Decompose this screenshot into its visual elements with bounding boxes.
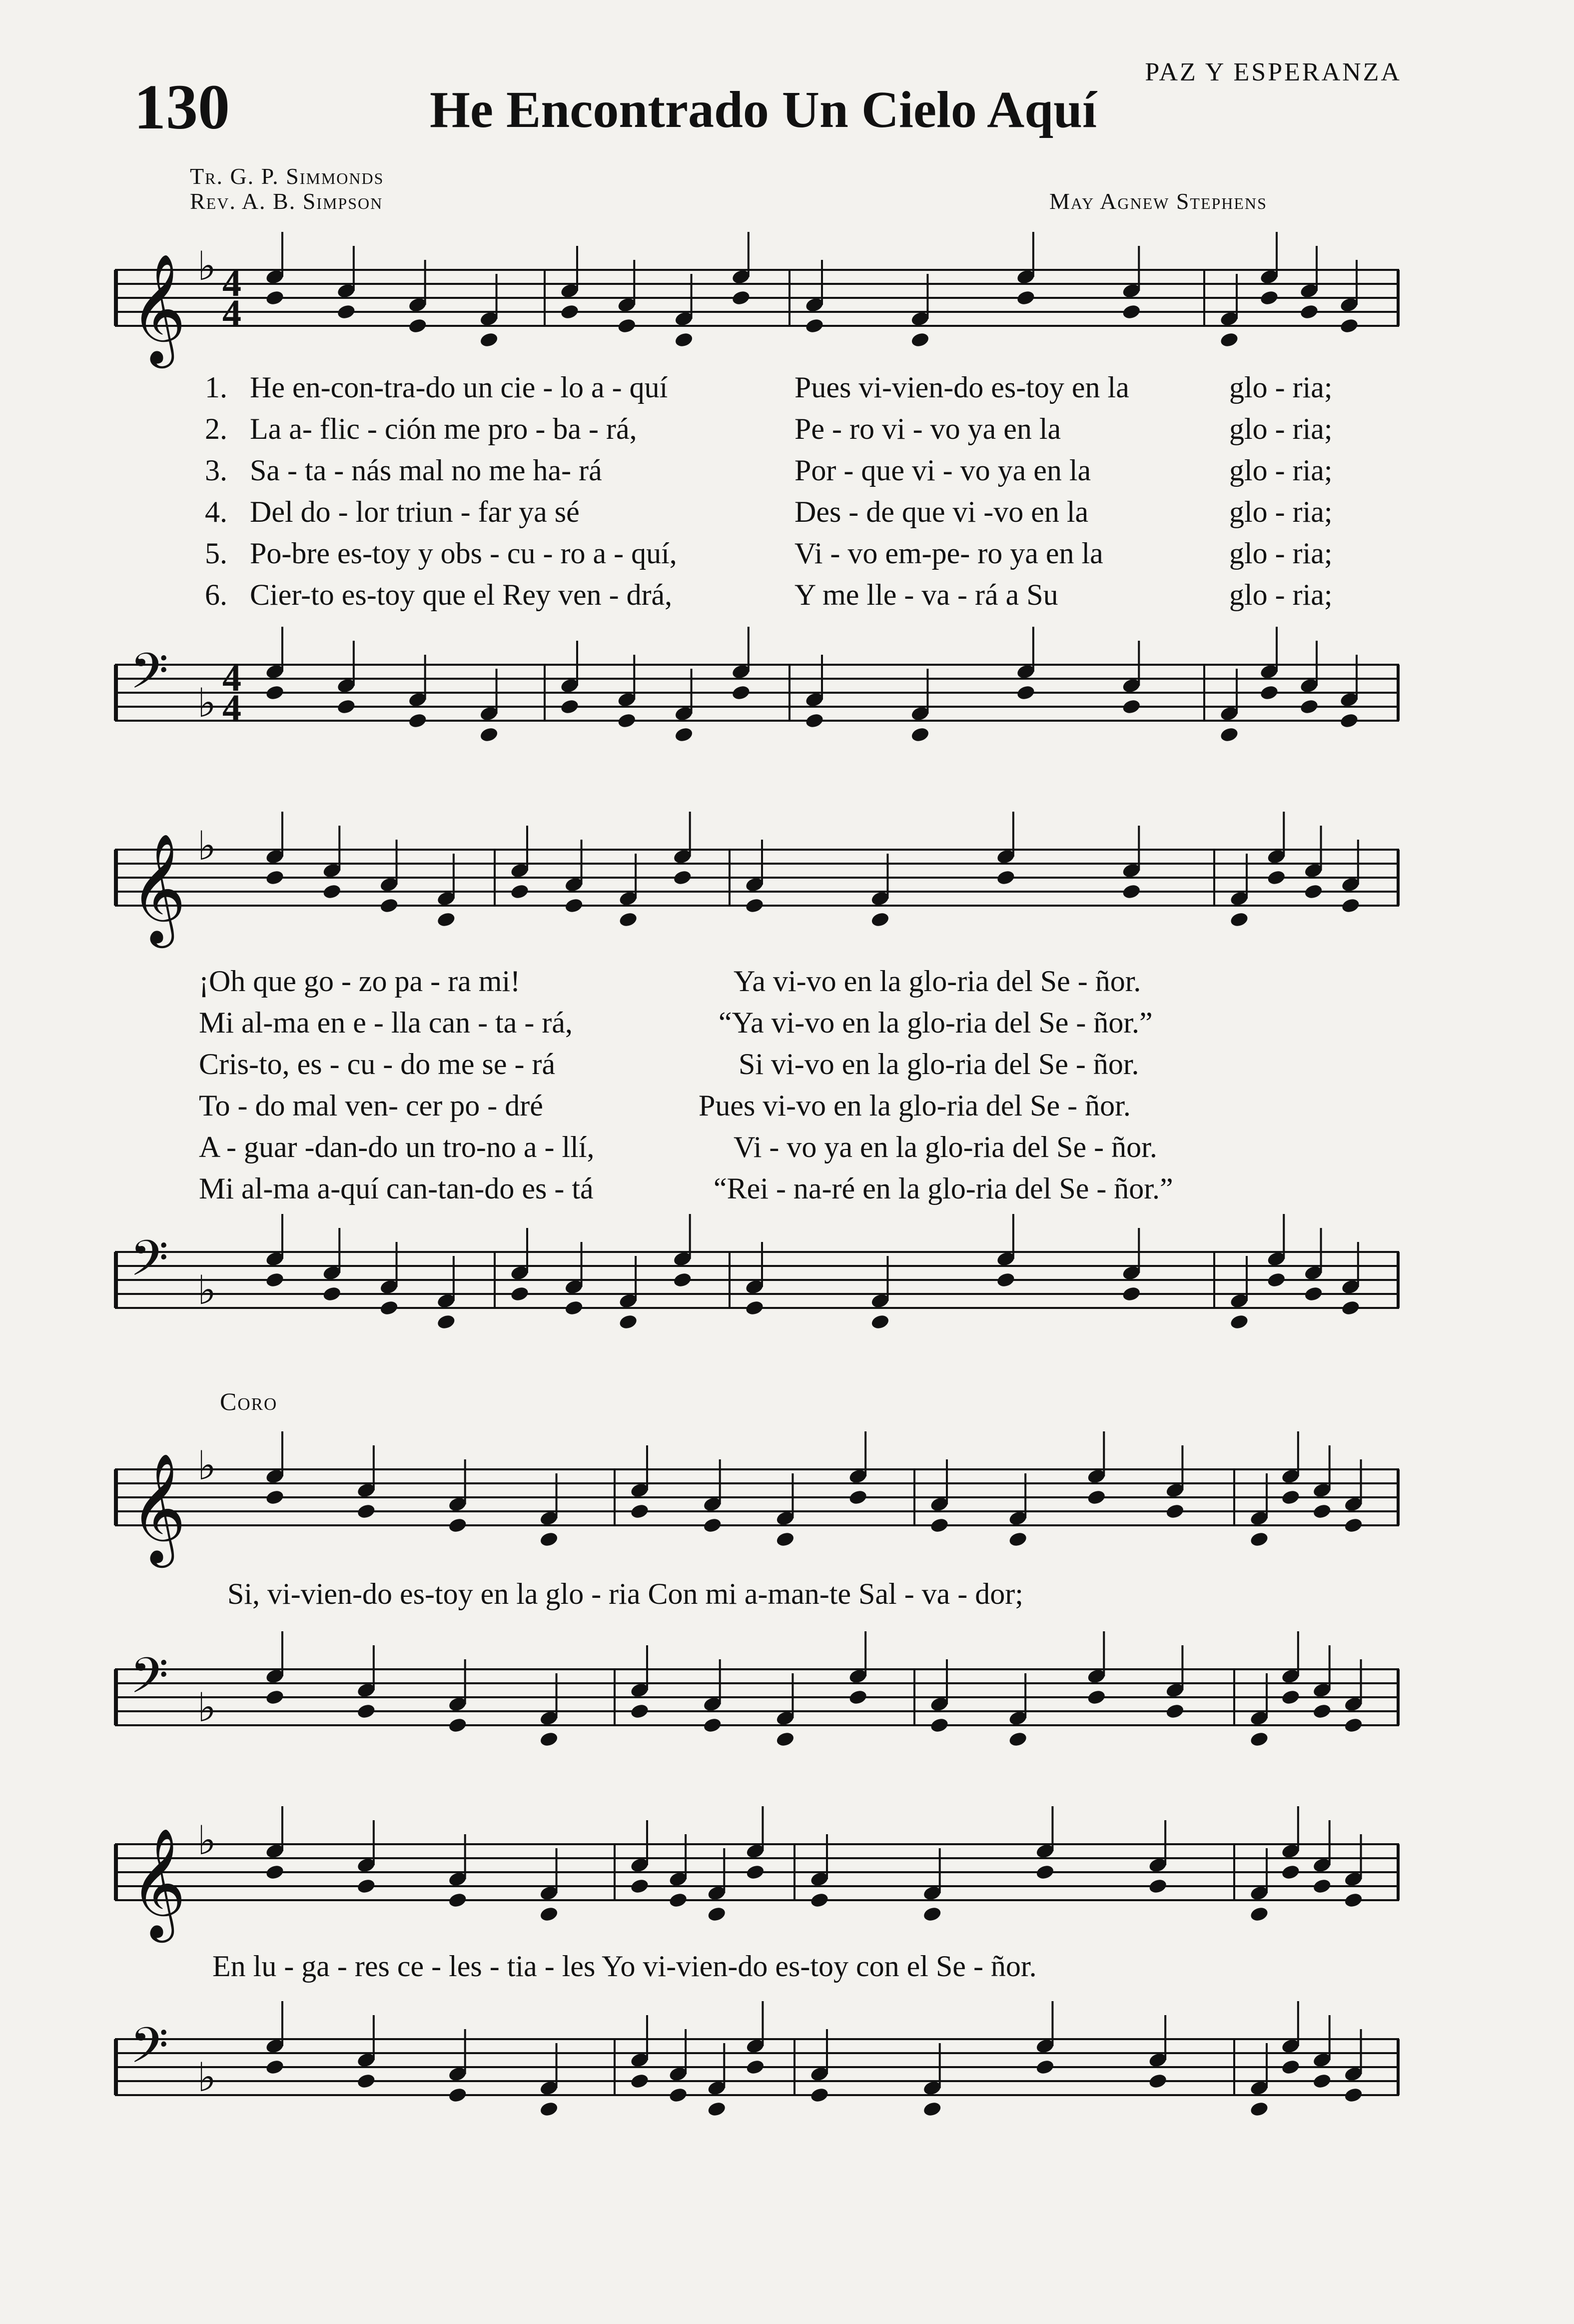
notehead: [265, 1689, 285, 1706]
notehead: [707, 2101, 727, 2118]
treble-staff-2-svg: [115, 820, 1399, 950]
key-signature-flat: ♭: [197, 1267, 216, 1313]
verse-text-c: glo - ria;: [1229, 454, 1333, 487]
treble-clef: 𝄞: [130, 833, 186, 943]
verse-text-c: glo - ria;: [1229, 371, 1333, 404]
notehead: [1312, 2073, 1332, 2090]
notehead: [1086, 1489, 1106, 1506]
verse-text-a: He en-con-tra-do un cie - lo a - quí: [250, 371, 668, 404]
author-credit: Rev. A. B. Simpson: [190, 188, 383, 214]
notehead: [848, 1489, 868, 1506]
bass-clef: 𝄢: [130, 2017, 169, 2087]
verse-text-a: La a- flic - ción me pro - ba - rá,: [250, 412, 637, 445]
category-label: PAZ Y ESPERANZA: [1145, 58, 1402, 86]
chorus-treble-2-svg: [115, 1814, 1399, 1944]
verse-number: 1.: [205, 371, 227, 404]
bass-clef: 𝄢: [130, 1230, 169, 1299]
notehead: [265, 2059, 285, 2076]
notehead: [322, 883, 342, 900]
notehead: [408, 317, 428, 334]
notehead: [703, 1717, 723, 1734]
notehead: [775, 1731, 795, 1748]
system-2-bass-staff: [115, 1222, 1399, 1352]
verse-text-e: “Ya vi-vo en la glo-ria del Se - ñor.”: [719, 1006, 1153, 1039]
verse-text-c: glo - ria;: [1229, 495, 1333, 528]
verse-text-d: Cris-to, es - cu - do me se - rá: [199, 1048, 556, 1081]
verse-text-c: glo - ria;: [1229, 412, 1333, 445]
notehead: [1229, 911, 1249, 928]
notehead: [745, 1864, 765, 1881]
verse-number: 2.: [205, 412, 227, 445]
notehead: [630, 1703, 650, 1720]
verse-text-e: Si vi-vo en la glo-ria del Se - ñor.: [739, 1048, 1139, 1081]
notehead: [673, 1271, 693, 1288]
notehead: [1249, 1531, 1269, 1548]
notehead: [674, 726, 694, 743]
notehead: [1312, 1878, 1332, 1895]
key-signature-flat: ♭: [197, 823, 216, 869]
notehead: [510, 883, 530, 900]
bass-staff-1-svg: [115, 635, 1399, 765]
treble-clef: 𝄞: [130, 253, 186, 363]
system-1-bass-staff: [115, 635, 1399, 765]
notehead: [1249, 2101, 1269, 2118]
notehead: [510, 1285, 530, 1302]
verse-text-d: Mi al-ma en e - lla can - ta - rá,: [199, 1006, 573, 1039]
notehead: [668, 1892, 688, 1909]
notehead: [1008, 1531, 1028, 1548]
notehead: [870, 911, 890, 928]
verse-text-d: A - guar -dan-do un tro-no a - llí,: [199, 1131, 595, 1163]
verse-text-e: Ya vi-vo en la glo-ria del Se - ñor.: [734, 965, 1141, 998]
notehead: [1121, 698, 1141, 715]
notehead: [922, 2101, 942, 2118]
notehead: [479, 726, 499, 743]
notehead: [1229, 1313, 1249, 1330]
key-signature-flat: ♭: [197, 243, 216, 289]
notehead: [1165, 1503, 1185, 1520]
notehead: [1281, 1689, 1301, 1706]
notehead: [922, 1906, 942, 1923]
notehead: [356, 1878, 376, 1895]
chorus-treble-staff-2: [115, 1814, 1399, 1944]
composer-credit: May Agnew Stephens: [1049, 188, 1267, 214]
treble-clef: 𝄞: [130, 1452, 186, 1563]
notehead: [1086, 1689, 1106, 1706]
notehead: [1266, 1271, 1286, 1288]
notehead: [617, 712, 637, 729]
key-signature-flat: ♭: [197, 1684, 216, 1731]
chorus-bass-staff-2: [115, 2009, 1399, 2139]
notehead: [1035, 2059, 1055, 2076]
notehead: [870, 1313, 890, 1330]
treble-staff-1-svg: [115, 240, 1399, 370]
notehead: [1219, 726, 1239, 743]
notehead: [668, 2087, 688, 2104]
notehead: [1303, 883, 1323, 900]
verse-text-e: “Rei - na-ré en la glo-ria del Se - ñor.”: [714, 1172, 1173, 1205]
verse-text-a: Sa - ta - nás mal no me ha- rá: [250, 454, 602, 487]
notehead: [1249, 1731, 1269, 1748]
notehead: [630, 1878, 650, 1895]
notehead: [1299, 698, 1319, 715]
notehead: [265, 1271, 285, 1288]
verse-text-b: Vi - vo em-pe- ro ya en la: [794, 537, 1103, 570]
notehead: [436, 911, 456, 928]
verse-text-b: Por - que vi - vo ya en la: [794, 454, 1091, 487]
notehead: [1281, 2059, 1301, 2076]
notehead: [910, 726, 930, 743]
treble-clef: 𝄞: [130, 1827, 186, 1938]
notehead: [1281, 1864, 1301, 1881]
notehead: [539, 1906, 559, 1923]
verse-text-d: To - do mal ven- cer po - dré: [199, 1089, 543, 1122]
verse-text-e: Pues vi-vo en la glo-ria del Se - ñor.: [699, 1089, 1131, 1122]
notehead: [356, 1503, 376, 1520]
notehead: [673, 869, 693, 886]
notehead: [436, 1313, 456, 1330]
notehead: [809, 1892, 829, 1909]
notehead: [775, 1531, 795, 1548]
verse-text-b: Y me lle - va - rá a Su: [794, 578, 1058, 611]
bass-clef: 𝄢: [130, 1647, 169, 1717]
notehead: [1249, 1906, 1269, 1923]
notehead: [1341, 1299, 1361, 1316]
notehead: [617, 317, 637, 334]
notehead: [1259, 289, 1279, 306]
key-signature-flat: ♭: [197, 1817, 216, 1864]
notehead: [479, 331, 499, 348]
hymn-number: 130: [134, 71, 230, 142]
notehead: [379, 1299, 399, 1316]
notehead: [707, 1906, 727, 1923]
chorus-treble-staff-1: [115, 1439, 1399, 1569]
chorus-lyric-1: Si, vi-vien-do es-toy en la glo - ria Con mi a-man-te Sal - va - dor;: [227, 1577, 1023, 1610]
notehead: [1148, 2073, 1168, 2090]
key-signature-flat: ♭: [197, 1442, 216, 1489]
notehead: [674, 331, 694, 348]
notehead: [630, 1503, 650, 1520]
chorus-bass-staff-1: [115, 1639, 1399, 1769]
verse-text-b: Pe - ro vi - vo ya en la: [794, 412, 1061, 445]
notehead: [618, 911, 638, 928]
notehead: [322, 1285, 342, 1302]
verse-number: 4.: [205, 495, 227, 528]
notehead: [336, 303, 356, 320]
chorus-treble-1-svg: [115, 1439, 1399, 1569]
time-signature-top: 4: [222, 657, 241, 699]
notehead: [996, 1271, 1016, 1288]
time-signature-bottom: 4: [222, 687, 241, 729]
notehead: [1016, 289, 1036, 306]
notehead: [448, 1717, 468, 1734]
notehead: [1343, 1892, 1363, 1909]
notehead: [408, 712, 428, 729]
notehead: [618, 1313, 638, 1330]
key-signature-flat: ♭: [197, 2054, 216, 2101]
notehead: [560, 303, 580, 320]
verse-text-d: ¡Oh que go - zo pa - ra mi!: [199, 965, 521, 998]
hymn-title: He Encontrado Un Cielo Aquí: [430, 81, 1097, 138]
notehead: [448, 1517, 468, 1534]
verse-text-b: Des - de que vi -vo en la: [794, 495, 1089, 528]
verse-number: 6.: [205, 578, 227, 611]
notehead: [1008, 1731, 1028, 1748]
notehead: [265, 684, 285, 701]
notehead: [1299, 303, 1319, 320]
verse-text-e: Vi - vo ya en la glo-ria del Se - ñor.: [734, 1131, 1157, 1163]
system-2-treble-staff: [115, 820, 1399, 950]
notehead: [1312, 1703, 1332, 1720]
chorus-lyric-2: En lu - ga - res ce - les - tia - les Yo vi-vien-do es-toy con el Se - ñor.: [212, 1950, 1037, 1983]
notehead: [1339, 317, 1359, 334]
notehead: [1266, 869, 1286, 886]
notehead: [1341, 897, 1361, 914]
notehead: [848, 1689, 868, 1706]
chorus-bass-1-svg: [115, 1639, 1399, 1769]
notehead: [745, 897, 765, 914]
notehead: [1121, 883, 1141, 900]
chorus-label: Coro: [220, 1387, 278, 1415]
notehead: [539, 2101, 559, 2118]
notehead: [1343, 2087, 1363, 2104]
notehead: [1121, 303, 1141, 320]
notehead: [745, 1299, 765, 1316]
notehead: [745, 2059, 765, 2076]
notehead: [336, 698, 356, 715]
notehead: [448, 1892, 468, 1909]
notehead: [564, 897, 584, 914]
notehead: [1343, 1717, 1363, 1734]
notehead: [1303, 1285, 1323, 1302]
notehead: [804, 712, 824, 729]
verse-text-c: glo - ria;: [1229, 537, 1333, 570]
notehead: [731, 289, 751, 306]
notehead: [265, 869, 285, 886]
notehead: [1343, 1517, 1363, 1534]
notehead: [379, 897, 399, 914]
verse-text-c: glo - ria;: [1229, 578, 1333, 611]
notehead: [731, 684, 751, 701]
verse-text-a: Cier-to es-toy que el Rey ven - drá,: [250, 578, 673, 611]
notehead: [265, 289, 285, 306]
notehead: [265, 1864, 285, 1881]
notehead: [265, 1489, 285, 1506]
notehead: [809, 2087, 829, 2104]
notehead: [356, 1703, 376, 1720]
notehead: [564, 1299, 584, 1316]
notehead: [804, 317, 824, 334]
notehead: [539, 1531, 559, 1548]
notehead: [1281, 1489, 1301, 1506]
notehead: [1339, 712, 1359, 729]
verse-text-d: Mi al-ma a-quí can-tan-do es - tá: [199, 1172, 594, 1205]
time-signature-top: 4: [222, 262, 241, 304]
key-signature-flat: ♭: [197, 680, 216, 726]
notehead: [929, 1517, 949, 1534]
verse-text-b: Pues vi-vien-do es-toy en la: [794, 371, 1129, 404]
notehead: [1312, 1503, 1332, 1520]
notehead: [1016, 684, 1036, 701]
notehead: [703, 1517, 723, 1534]
system-1-treble-staff: [115, 240, 1399, 370]
notehead: [996, 869, 1016, 886]
notehead: [910, 331, 930, 348]
notehead: [1121, 1285, 1141, 1302]
notehead: [448, 2087, 468, 2104]
bass-clef: 𝄢: [130, 643, 169, 712]
chorus-bass-2-svg: [115, 2009, 1399, 2139]
translator-credit: Tr. G. P. Simmonds: [190, 163, 384, 189]
notehead: [1165, 1703, 1185, 1720]
notehead: [560, 698, 580, 715]
notehead: [1219, 331, 1239, 348]
verse-number: 5.: [205, 537, 227, 570]
notehead: [1148, 1878, 1168, 1895]
verse-text-a: Del do - lor triun - far ya sé: [250, 495, 580, 528]
notehead: [1035, 1864, 1055, 1881]
bass-staff-2-svg: [115, 1222, 1399, 1352]
notehead: [929, 1717, 949, 1734]
time-signature-bottom: 4: [222, 292, 241, 334]
notehead: [356, 2073, 376, 2090]
verse-number: 3.: [205, 454, 227, 487]
notehead: [1259, 684, 1279, 701]
notehead: [539, 1731, 559, 1748]
verse-text-a: Po-bre es-toy y obs - cu - ro a - quí,: [250, 537, 677, 570]
notehead: [630, 2073, 650, 2090]
